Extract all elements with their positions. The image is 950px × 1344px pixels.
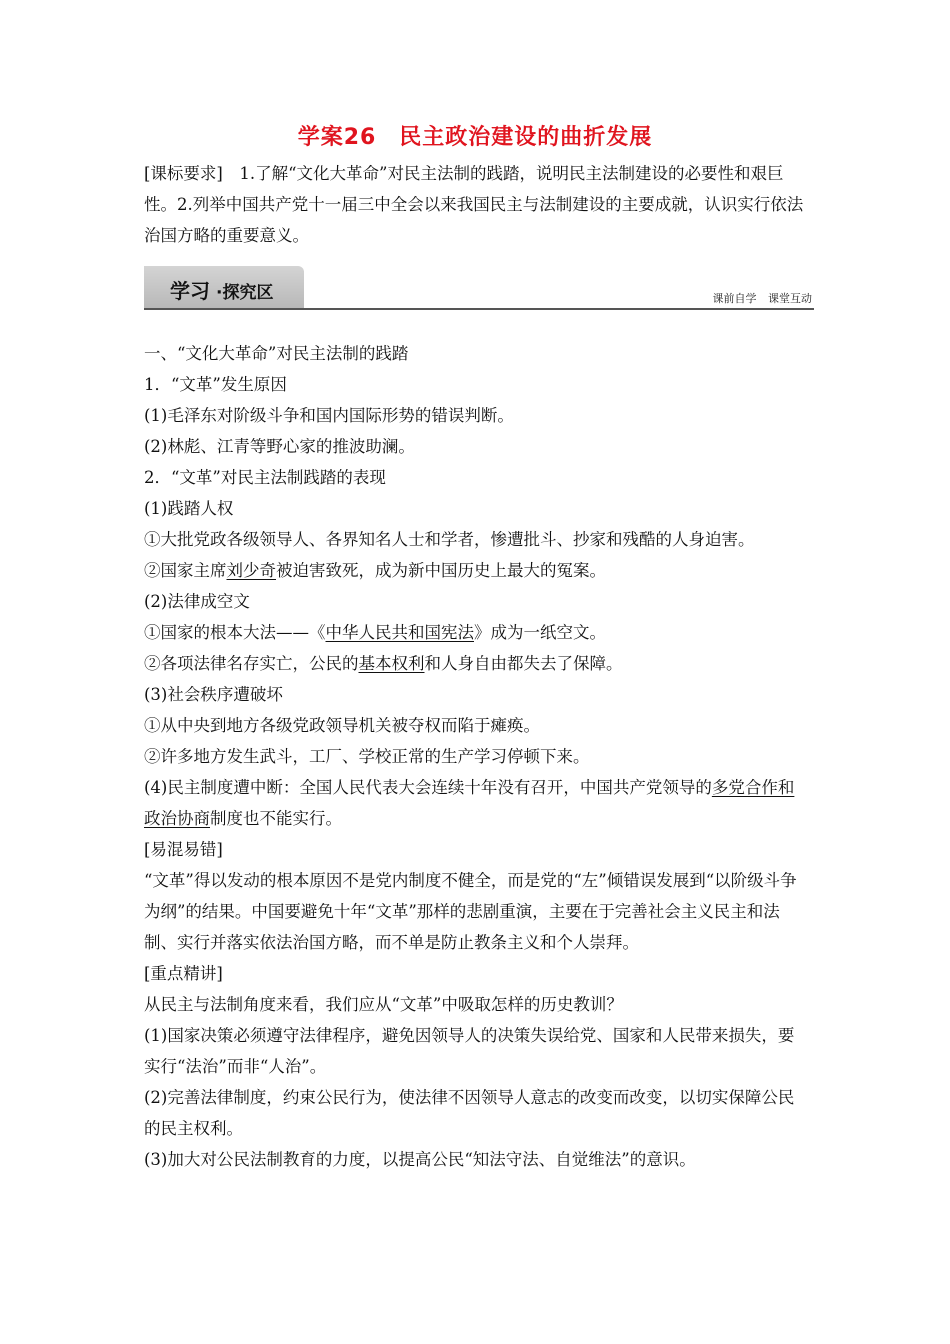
subheading: 2．“文革”对民主法制践踏的表现 [144, 468, 386, 487]
text-span: ②各项法律名存实亡，公民的 [144, 654, 359, 673]
paragraph: (2)完善法律制度，约束公民行为，使法律不因领导人意志的改变而改变，以切实保障公民的民主权利。 [144, 1088, 795, 1138]
underlined-term: 中华人民共和国宪法 [325, 623, 474, 642]
banner-label [170, 275, 273, 304]
text-span: ②国家主席 [144, 561, 227, 580]
underlined-term: 刘少奇 [226, 561, 276, 580]
paragraph: (1)毛泽东对阶级斗争和国内国际形势的错误判断。 [144, 406, 514, 425]
text-span: 被迫害致死，成为新中国历史上最大的冤案。 [276, 561, 606, 580]
section-banner [144, 266, 814, 312]
note-heading: [易混易错] [144, 840, 223, 859]
paragraph [144, 772, 810, 834]
paragraph: ②许多地方发生武斗，工厂、学校正常的生产学习停顿下来。 [144, 747, 590, 766]
banner-main-text: 学习 [170, 279, 210, 303]
paragraph: (1)践踏人权 [144, 499, 234, 518]
paragraph: “文革”得以发动的根本原因不是党内制度不健全，而是党的“左”倾错误发展到“以阶级斗争为纲”的结果。中国要避免十年“文革”那样的悲剧重演，主要在于完善社会主义民主和法制、实行并落实依法治国方略，而不单是防止教条主义和个人崇拜。 [144, 871, 797, 952]
text-span: 》成为一纸空文。 [474, 623, 606, 642]
paragraph: (3)加大对公民法制教育的力度，以提高公民“知法守法、自觉维法”的意识。 [144, 1150, 696, 1169]
paragraph: ①大批党政各级领导人、各界知名人士和学者，惨遭批斗、抄家和残酷的人身迫害。 [144, 530, 755, 549]
text-span: (4)民主制度遭中断：全国人民代表大会连续十年没有召开，中国共产党领导的 [144, 778, 712, 797]
paragraph [144, 617, 810, 648]
section-heading: 一、“文化大革命”对民主法制的践踏 [144, 344, 409, 363]
paragraph [144, 648, 810, 679]
underlined-term: 多党合作和政治协商 [144, 778, 795, 828]
page-title: 学案26 民主政治建设的曲折发展 [297, 125, 653, 150]
curriculum-requirements: [课标要求] 1.了解“文化大革命”对民主法制的践踏，说明民主法制建设的必要性和艰巨性。2.列举中国共产党十一届三中全会以来我国民主与法制建设的主要成就，认识实行依法治国方略的重要意义。 [144, 164, 804, 245]
note-heading: [重点精讲] [144, 964, 223, 983]
text-span: ①国家的根本大法——《 [144, 623, 326, 642]
paragraph: ①从中央到地方各级党政领导机关被夺权而陷于瘫痪。 [144, 716, 540, 735]
text-span: 和人身自由都失去了保障。 [424, 654, 623, 673]
paragraph: 从民主与法制角度来看，我们应从“文革”中吸取怎样的历史教训？ [144, 995, 623, 1014]
paragraph [144, 555, 810, 586]
paragraph: (2)法律成空文 [144, 592, 250, 611]
banner-rule [144, 308, 814, 310]
paragraph: (1)国家决策必须遵守法律程序，避免因领导人的决策失误给党、国家和人民带来损失，要实行“法治”而非“人治”。 [144, 1026, 795, 1076]
banner-sub-text: ·探究区 [216, 283, 274, 303]
underlined-term: 基本权利 [358, 654, 425, 673]
paragraph: (3)社会秩序遭破坏 [144, 685, 283, 704]
banner-right-text: 课前自学 课堂互动 [712, 292, 812, 305]
content-body [144, 338, 810, 1175]
paragraph: (2)林彪、江青等野心家的推波助澜。 [144, 437, 415, 456]
subheading: 1．“文革”发生原因 [144, 375, 287, 394]
text-span: 制度也不能实行。 [210, 809, 342, 828]
